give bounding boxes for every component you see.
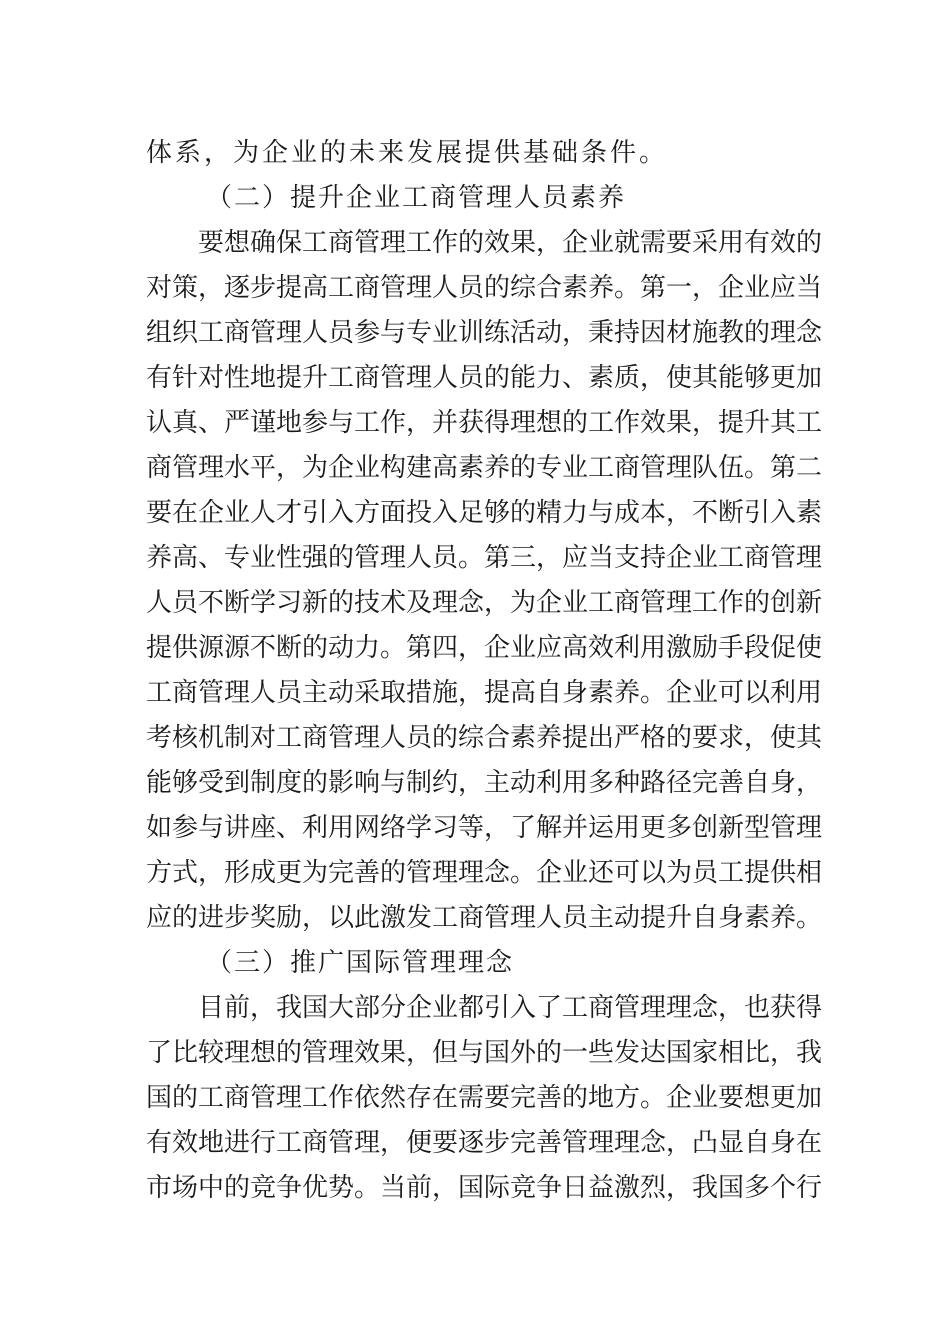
paragraph-line: 考核机制对工商管理人员的综合素养提出严格的要求，使其 xyxy=(146,723,823,753)
paragraph-line: 有效地进行工商管理，便要逐步完善管理理念，凸显自身在 xyxy=(146,1128,823,1158)
paragraph-line: 目前，我国大部分企业都引入了工商管理理念，也获得 xyxy=(198,993,823,1023)
paragraph-line: 认真、严谨地参与工作，并获得理想的工作效果，提升其工 xyxy=(146,408,823,438)
paragraph-line: 国的工商管理工作依然存在需要完善的地方。企业要想更加 xyxy=(146,1083,823,1113)
paragraph-line: 有针对性地提升工商管理人员的能力、素质，使其能够更加 xyxy=(146,363,823,393)
section-heading: （三）推广国际管理理念 xyxy=(206,948,515,978)
paragraph-line: 要在企业人才引入方面投入足够的精力与成本，不断引入素 xyxy=(146,498,823,528)
paragraph-line: 应的进步奖励，以此激发工商管理人员主动提升自身素养。 xyxy=(146,903,823,933)
paragraph-line: 组织工商管理人员参与专业训练活动，秉持因材施教的理念 xyxy=(146,318,823,348)
paragraph-line: 人员不断学习新的技术及理念，为企业工商管理工作的创新 xyxy=(146,588,823,618)
paragraph-line: 如参与讲座、利用网络学习等，了解并运用更多创新型管理 xyxy=(146,813,823,843)
paragraph-line: 体系，为企业的未来发展提供基础条件。 xyxy=(146,138,669,168)
paragraph-line: 对策，逐步提高工商管理人员的综合素养。第一，企业应当 xyxy=(146,273,823,303)
paragraph-line: 工商管理人员主动采取措施，提高自身素养。企业可以利用 xyxy=(146,678,823,708)
paragraph-line: 要想确保工商管理工作的效果，企业就需要采用有效的 xyxy=(198,228,823,258)
paragraph-line: 方式，形成更为完善的管理理念。企业还可以为员工提供相 xyxy=(146,858,823,888)
paragraph-line: 商管理水平，为企业构建高素养的专业工商管理队伍。第二 xyxy=(146,453,823,483)
paragraph-line: 市场中的竞争优势。当前，国际竞争日益激烈，我国多个行 xyxy=(146,1173,823,1203)
paragraph-line: 了比较理想的管理效果，但与国外的一些发达国家相比，我 xyxy=(146,1038,823,1068)
paragraph-line: 养高、专业性强的管理人员。第三，应当支持企业工商管理 xyxy=(146,543,823,573)
section-heading: （二）提升企业工商管理人员素养 xyxy=(206,183,627,213)
paragraph-line: 提供源源不断的动力。第四，企业应高效利用激励手段促使 xyxy=(146,633,823,663)
paragraph-line: 能够受到制度的影响与制约，主动利用多种路径完善自身， xyxy=(146,768,823,798)
